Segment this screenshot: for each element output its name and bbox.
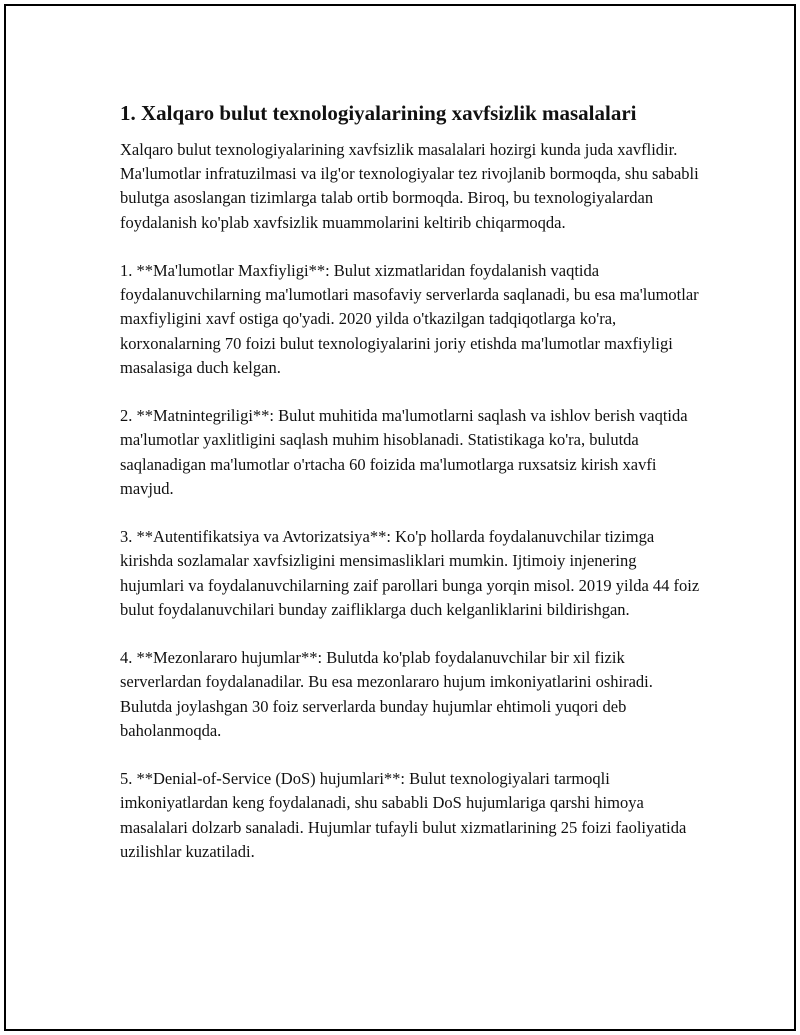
- paragraph-data-privacy: 1. **Ma'lumotlar Maxfiyligi**: Bulut xizmatlaridan foydalanish vaqtida foydalanuvchilarning ma'lumotlari masofaviy serverlarda saqlanadi, bu esa ma'lumotlar maxfiyligini xavf ostiga qo'yadi. 2020 yilda o'tkazilgan tadqiqotlarga ko'ra, korxonalarning 70 foizi bulut texnologiyalarini joriy etishda ma'lumotlar maxfiyligi masalasiga duch kelgan.: [120, 261, 699, 377]
- paragraph-data-integrity: 2. **Matnintegriligi**: Bulut muhitida ma'lumotlarni saqlash va ishlov berish vaqtida ma'lumotlar yaxlitligini saqlash muhim hisoblanadi. Statistikaga ko'ra, bulutda saqlanadigan ma'lumotlar o'rtacha 60 foizida ma'lumotlarga ruxsatsiz kirish xavfi mavjud.: [120, 406, 688, 498]
- document-title: 1. Xalqaro bulut texnologiyalarining xavfsizlik masalalari: [120, 101, 637, 125]
- document-body: [120, 100, 700, 864]
- paragraph-cross-tenant-attacks: 4. **Mezonlararo hujumlar**: Bulutda ko'plab foydalanuvchilar bir xil fizik serverlardan foydalanadilar. Bu esa mezonlararo hujum imkoniyatlarini oshiradi. Bulutda joylashgan 30 foiz serverlarda bunday hujumlar ehtimoli yuqori deb baholanmoqda.: [120, 648, 653, 740]
- page-frame: [4, 4, 796, 1031]
- paragraph-authentication: 3. **Autentifikatsiya va Avtorizatsiya**: Ko'p hollarda foydalanuvchilar tizimga kirishda sozlamalar xavfsizligini mensimasliklari mumkin. Ijtimoiy injenering hujumlari va foydalanuvchilarning zaif parollari bunga yorqin misol. 2019 yilda 44 foiz bulut foydalanuvchilari bunday zaifliklarga duch kelganliklarini bildirishgan.: [120, 527, 700, 619]
- intro-paragraph: Xalqaro bulut texnologiyalarining xavfsizlik masalalari hozirgi kunda juda xavflidir. Ma'lumotlar infratuzilmasi va ilg'or texnologiyalar tez rivojlanib bormoqda, shu sababli bulutga asoslangan tizimlarga talab ortib bormoqda. Biroq, bu texnologiyalardan foydalanish ko'plab xavfsizlik muammolarini keltirib chiqarmoqda.: [120, 140, 699, 232]
- paragraph-dos-attacks: 5. **Denial-of-Service (DoS) hujumlari**: Bulut texnologiyalari tarmoqli imkoniyatlardan keng foydalanadi, shu sababli DoS hujumlariga qarshi himoya masalalari dolzarb sanaladi. Hujumlar tufayli bulut xizmatlarining 25 foizi faoliyatida uzilishlar kuzatiladi.: [120, 769, 687, 861]
